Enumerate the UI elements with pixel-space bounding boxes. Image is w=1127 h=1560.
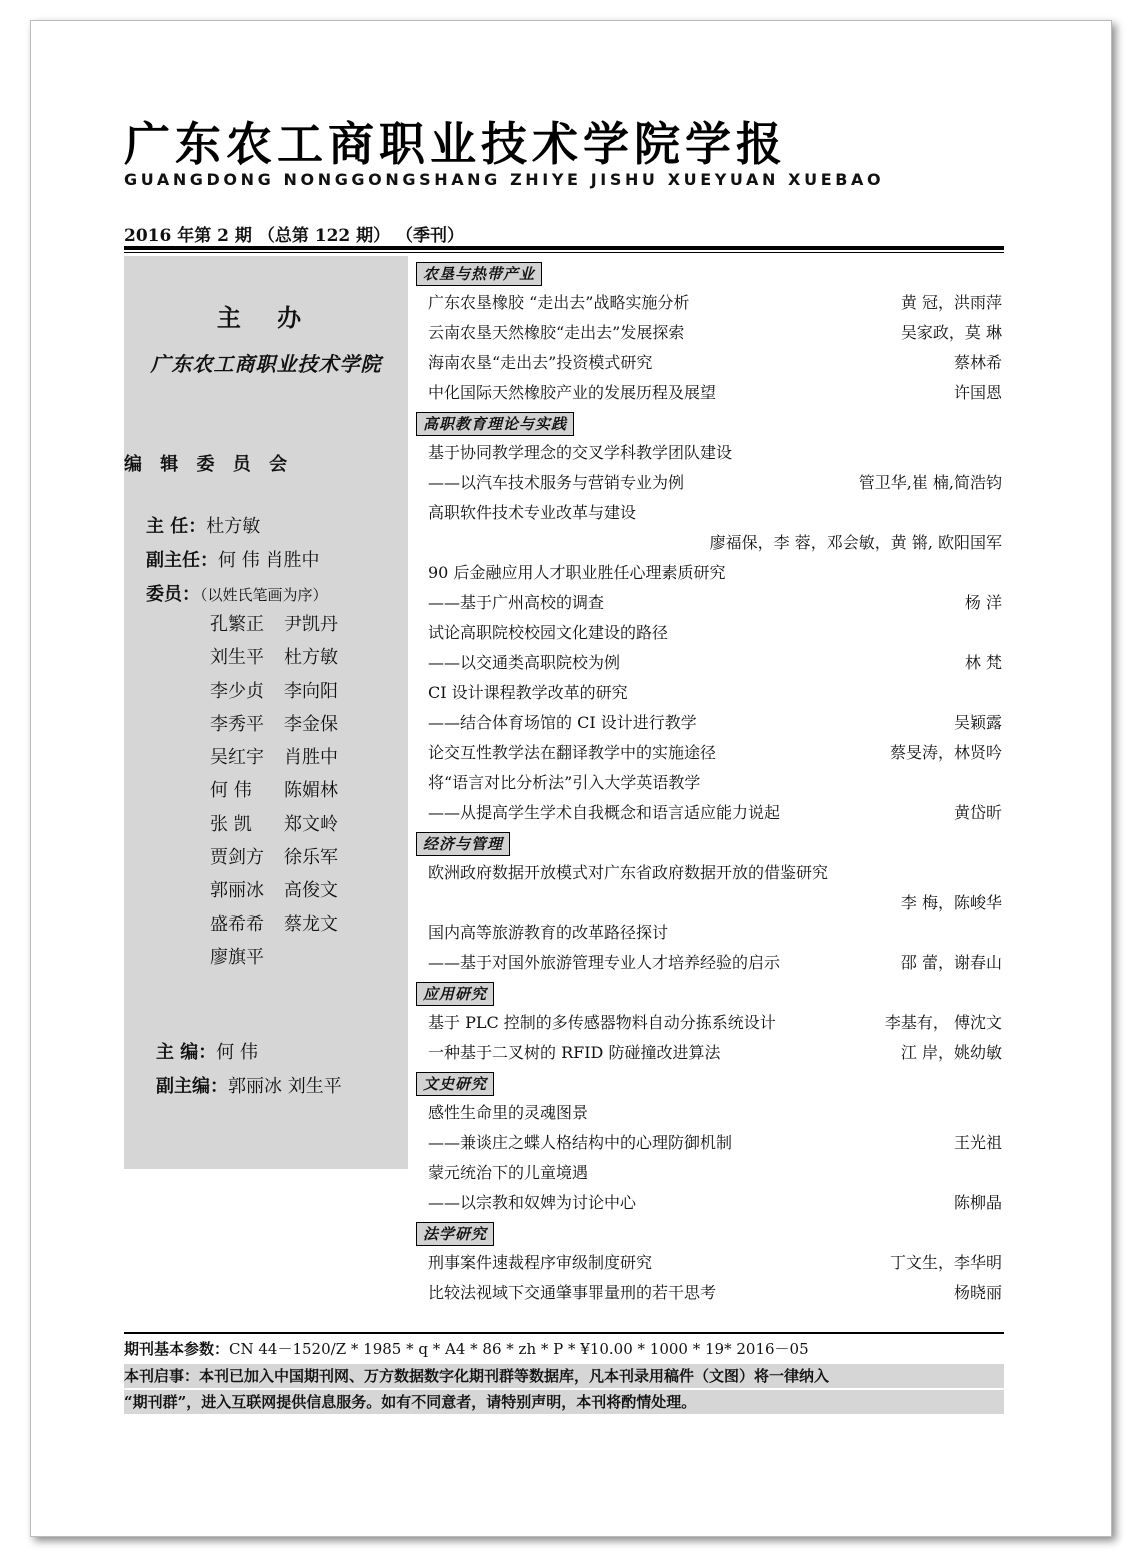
member-name: 杜方敏: [284, 647, 338, 669]
member-name: 吴红宇: [210, 747, 264, 769]
member-row: [210, 910, 358, 943]
journal-title: 广东农工商职业技术学院学报: [124, 117, 787, 171]
toc-entry-title: 基于协同教学理念的交叉学科教学团队建设: [428, 443, 733, 462]
toc-entry-title: 中化国际天然橡胶产业的发展历程及展望: [428, 383, 717, 402]
member-row: [210, 876, 358, 909]
toc-entry-authors: 管卫华,崔 楠,简浩钧: [858, 473, 1002, 492]
member-name: 孔繁正: [210, 614, 264, 635]
vice-editor-names: 郭丽冰 刘生平: [228, 1076, 342, 1097]
member-row: [210, 843, 358, 876]
organizer-label: 主 办: [216, 304, 316, 332]
toc-entry[interactable]: [428, 592, 1002, 614]
toc-entry-title: ——兼谈庄之蝶人格结构中的心理防御机制: [428, 1133, 733, 1152]
member-name: 盛希希: [210, 913, 264, 935]
member-name: 贾剑方: [210, 847, 264, 869]
toc-entry[interactable]: [428, 322, 1002, 344]
header-rule-thick: [124, 246, 1004, 250]
member-row: [210, 710, 358, 743]
toc-entry-authors: 李基有， 傅沈文: [884, 1013, 1002, 1032]
toc-entry[interactable]: [428, 292, 1002, 314]
toc-entry-authors: 陈柳晶: [953, 1193, 1002, 1212]
members-label: 委员：: [146, 584, 200, 605]
member-row: [210, 677, 358, 710]
toc-entry-title: ——基于广州高校的调查: [428, 593, 605, 612]
toc-section-label: 农垦与热带产业: [416, 262, 542, 286]
toc-entry[interactable]: [428, 1192, 1002, 1214]
member-name: 陈媚林: [284, 780, 338, 802]
member-name: 廖旗平: [210, 946, 264, 968]
toc-entry-title: 基于 PLC 控制的多传感器物料自动分拣系统设计: [428, 1013, 776, 1032]
toc-entry-authors: 黄 冠，洪雨萍: [900, 293, 1002, 312]
toc-entry-authors: 丁文生，李华明: [889, 1253, 1002, 1272]
toc-entry-authors: 许国恩: [953, 383, 1002, 402]
vice-editor-row: [156, 1072, 342, 1098]
director-label: 主 任：: [146, 516, 207, 537]
toc-entry-title: ——以汽车技术服务与营销专业为例: [428, 473, 685, 492]
toc-entry[interactable]: [428, 1012, 1002, 1034]
member-name: 张 凯: [210, 813, 252, 835]
toc-entry-title: 感性生命里的灵魂图景: [428, 1103, 589, 1122]
toc-entry[interactable]: [428, 382, 1002, 404]
members-note: （以姓氏笔画为序）: [200, 586, 328, 604]
issue-info: 2016 年第 2 期 （总第 122 期） （季刊）: [124, 226, 465, 246]
toc-entry[interactable]: [428, 1162, 1002, 1184]
members-row: [146, 580, 328, 606]
toc-entry-title: 将“语言对比分析法”引入大学英语教学: [428, 773, 701, 792]
toc-entry[interactable]: [428, 442, 1002, 464]
toc-entry[interactable]: [428, 712, 1002, 734]
toc-entry-authors: 江 岸，姚幼敏: [900, 1043, 1002, 1062]
toc-entry-title: 刑事案件速裁程序审级制度研究: [428, 1253, 653, 1272]
toc-entry-title: 广东农垦橡胶 “走出去”战略实施分析: [428, 293, 690, 312]
toc-entry[interactable]: [428, 622, 1002, 644]
toc-entry[interactable]: [428, 1282, 1002, 1304]
member-name: 郑文岭: [284, 813, 338, 835]
member-name: 徐乐军: [284, 847, 338, 869]
editor-name: 何 伟: [216, 1042, 259, 1063]
member-name: 何 伟: [210, 780, 252, 802]
member-name: 李向阳: [284, 680, 338, 702]
toc-section-label: 经济与管理: [416, 832, 510, 856]
params-value: CN 44－1520/Z * 1985 * q * A4 * 86 * zh * P * ¥10.00 * 1000 * 19* 2016－05: [229, 1340, 809, 1358]
member-name: 尹凯丹: [284, 614, 338, 635]
toc-entry-title: ——以宗教和奴婢为讨论中心: [428, 1193, 637, 1212]
toc-entry[interactable]: [428, 952, 1002, 974]
member-name: 刘生平: [210, 647, 264, 669]
member-row: [210, 810, 358, 843]
toc-entry[interactable]: [428, 892, 1002, 914]
toc-entry-title: 一种基于二叉树的 RFID 防碰撞改进算法: [428, 1043, 721, 1062]
toc-entry-title: 90 后金融应用人才职业胜任心理素质研究: [428, 563, 726, 582]
toc-entry-authors: 王光祖: [953, 1133, 1002, 1152]
toc-section-label: 应用研究: [416, 982, 494, 1006]
toc-entry-title: CI 设计课程教学改革的研究: [428, 683, 628, 702]
vice-editor-label: 副主编：: [156, 1076, 228, 1097]
toc-entry[interactable]: [428, 1252, 1002, 1274]
journal-parameters: [124, 1338, 809, 1359]
toc-entry[interactable]: [428, 472, 1002, 494]
toc-entry-title: 比较法视域下交通肇事罪量刑的若干思考: [428, 1283, 717, 1302]
member-name: 肖胜中: [284, 747, 338, 769]
toc-entry[interactable]: [428, 652, 1002, 674]
member-name: 高俊文: [284, 880, 338, 902]
toc-entry-title: 蒙元统治下的儿童境遇: [428, 1163, 589, 1182]
members-list: [210, 610, 358, 976]
toc-entry[interactable]: [428, 502, 1002, 524]
member-name: 李少贞: [210, 680, 264, 702]
toc-entry-authors: 吴家政，莫 琳: [900, 323, 1002, 342]
footer-rule: [124, 1332, 1004, 1334]
toc-entry-title: ——从提高学生学术自我概念和语言适应能力说起: [428, 803, 781, 822]
masthead-sidebar: [124, 256, 408, 1169]
toc-entry-authors: 廖福保，李 蓉，邓会敏，黄 锵, 欧阳国军: [709, 533, 1002, 552]
toc-entry[interactable]: [428, 1042, 1002, 1064]
toc-entry-title: 试论高职院校校园文化建设的路径: [428, 623, 669, 642]
toc-entry-title: 论交互性教学法在翻译教学中的实施途径: [428, 743, 717, 762]
toc-entry-authors: 吴颖露: [953, 713, 1002, 732]
director-row: [146, 512, 260, 538]
toc-entry-authors: 李 梅，陈峻华: [900, 893, 1002, 912]
member-row: [210, 943, 358, 976]
member-name: 郭丽冰: [210, 880, 264, 902]
header-rule-thin: [124, 252, 1004, 253]
member-row: [210, 610, 358, 643]
toc-entry-title: 国内高等旅游教育的改革路径探讨: [428, 923, 669, 942]
vice-director-names: 何 伟 肖胜中: [218, 550, 320, 571]
params-label: 期刊基本参数：: [124, 1340, 230, 1358]
vice-director-label: 副主任：: [146, 550, 218, 571]
journal-title-pinyin: GUANGDONG NONGGONGSHANG ZHIYE JISHU XUEYUAN XUEBAO: [124, 170, 885, 189]
member-name: 李秀平: [210, 713, 264, 735]
member-row: [210, 776, 358, 809]
toc-entry[interactable]: [428, 862, 1002, 884]
vice-director-row: [146, 546, 319, 572]
member-row: [210, 743, 358, 776]
toc-section-label: 文史研究: [416, 1072, 494, 1096]
toc-entry[interactable]: [428, 562, 1002, 584]
toc-entry[interactable]: [428, 682, 1002, 704]
editor-row: [156, 1038, 258, 1064]
toc-entry[interactable]: [428, 922, 1002, 944]
toc-entry-authors: 蔡林希: [953, 353, 1002, 372]
toc-entry[interactable]: [428, 1132, 1002, 1154]
director-name: 杜方敏: [206, 516, 261, 537]
toc-entry-title: 欧洲政府数据开放模式对广东省政府数据开放的借鉴研究: [428, 863, 829, 882]
toc-entry-authors: 杨 洋: [964, 593, 1002, 612]
member-name: 李金保: [284, 713, 338, 735]
committee-label: 编 辑 委 员 会: [124, 454, 294, 475]
toc-entry[interactable]: [428, 742, 1002, 764]
toc-entry-title: ——基于对国外旅游管理专业人才培养经验的启示: [428, 953, 781, 972]
toc-entry[interactable]: [428, 772, 1002, 794]
toc-entry[interactable]: [428, 802, 1002, 824]
toc-entry-title: 海南农垦“走出去”投资模式研究: [428, 353, 653, 372]
toc-entry-authors: 黄岱昕: [953, 803, 1002, 822]
toc-entry[interactable]: [428, 1102, 1002, 1124]
toc-section-label: 法学研究: [416, 1222, 494, 1246]
member-name: 蔡龙文: [284, 913, 338, 935]
toc-entry-title: ——结合体育场馆的 CI 设计进行教学: [428, 713, 697, 732]
toc-entry-authors: 林 梵: [964, 653, 1002, 672]
toc-entry-authors: 蔡旻涛，林贤吟: [889, 743, 1002, 762]
toc-entry-title: 云南农垦天然橡胶“走出去”发展探索: [428, 323, 685, 342]
toc-entry-authors: 杨晓丽: [953, 1283, 1002, 1302]
notice-line-1: 本刊启事：本刊已加入中国期刊网、万方数据数字化期刊群等数据库，凡本刊录用稿件（文图）将一律纳入: [124, 1364, 1004, 1388]
toc-entry-authors: 邵 蕾，谢春山: [900, 953, 1002, 972]
member-row: [210, 643, 358, 676]
toc-entry[interactable]: [428, 532, 1002, 554]
toc-entry[interactable]: [428, 352, 1002, 374]
organizer-name: 广东农工商职业技术学院: [150, 352, 382, 376]
editor-label: 主 编：: [156, 1042, 217, 1063]
toc-entry-title: ——以交通类高职院校为例: [428, 653, 621, 672]
toc-section-label: 高职教育理论与实践: [416, 412, 574, 436]
toc-entry-title: 高职软件技术专业改革与建设: [428, 503, 637, 522]
notice-line-2: “期刊群”，进入互联网提供信息服务。如有不同意者，请特别声明，本刊将酌情处理。: [124, 1390, 1004, 1414]
